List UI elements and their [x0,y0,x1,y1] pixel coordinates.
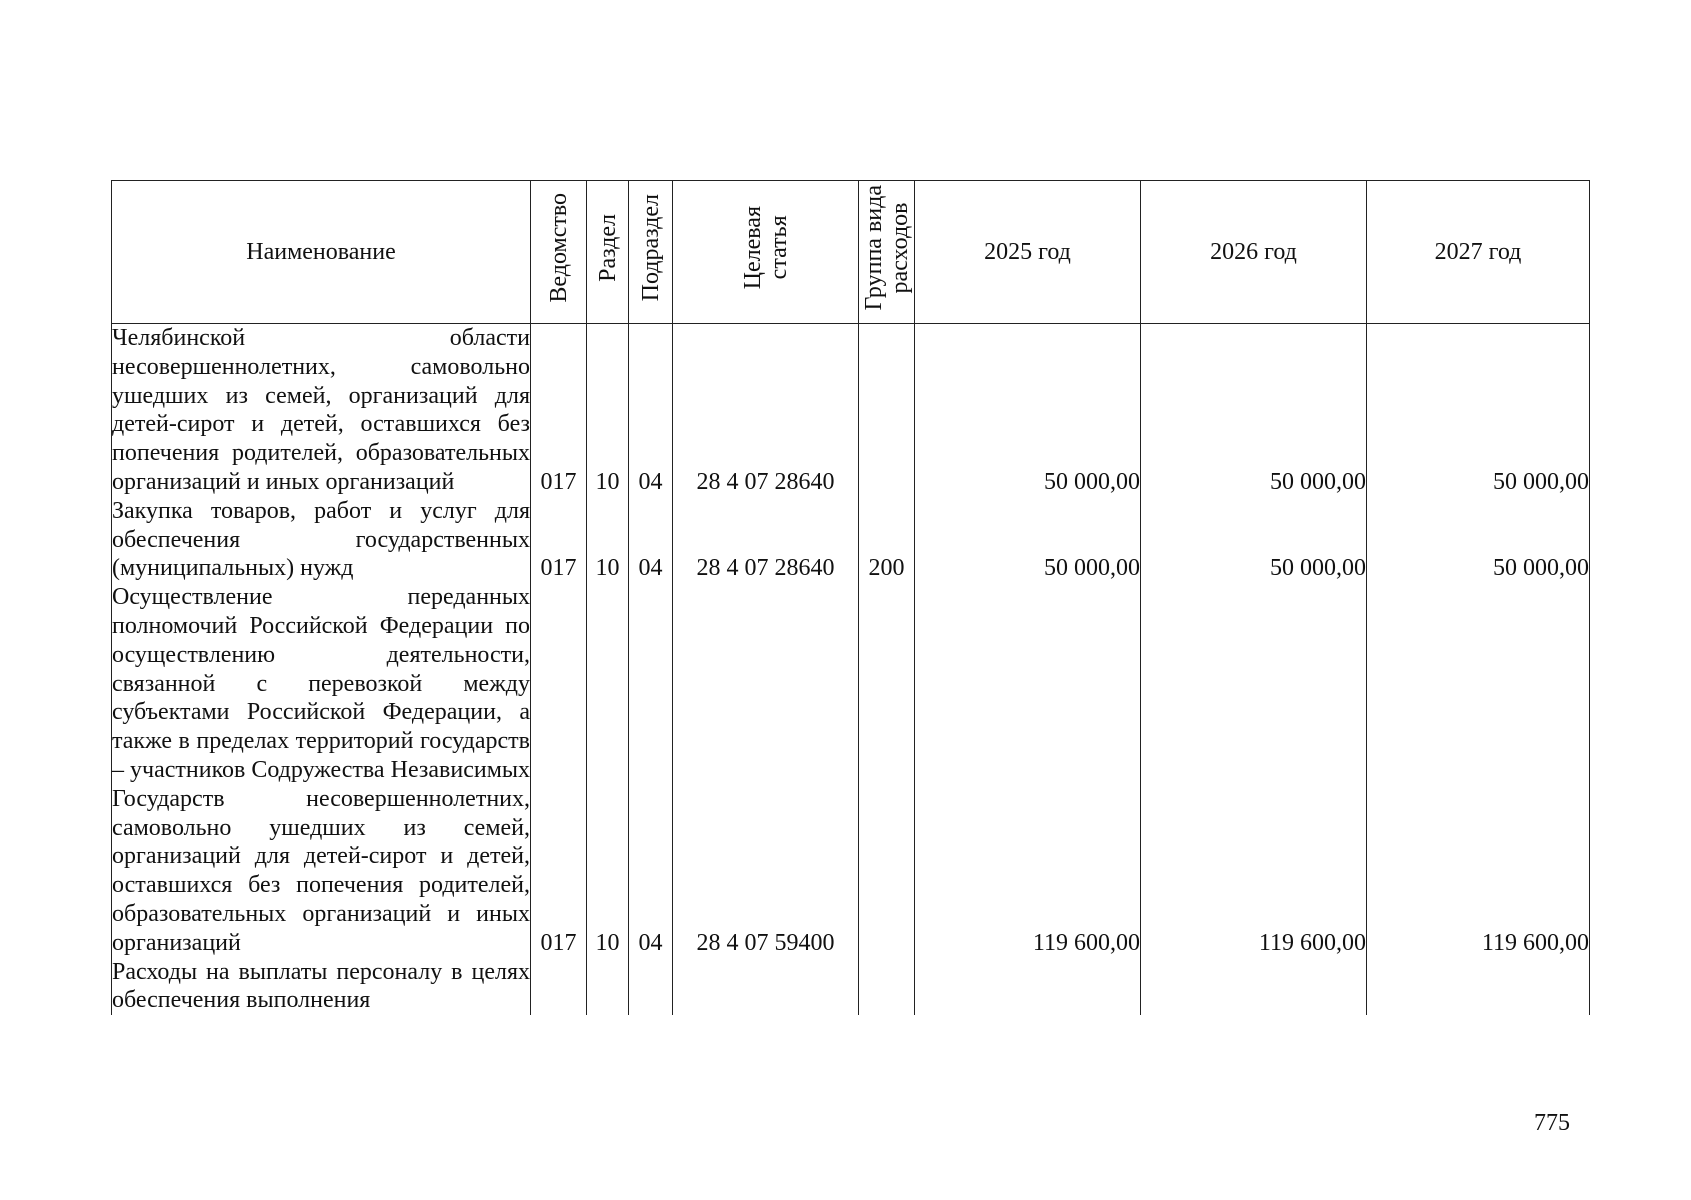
row-name: Челябинской области несовершеннолетних, самовольно ушедших из семей, организаций для детей-сирот и детей, оставшихся без попечения родителей, образовательных организаций и иных организаций [112,325,530,495]
header-subsection [629,181,673,324]
header-section-text: Раздел [594,214,621,283]
row-2027: 50 000,00 [1367,324,1590,497]
header-subsection-text: Подраздел [637,194,664,302]
row-2025: 50 000,00 [915,497,1141,583]
header-group [859,181,915,324]
table-row [112,497,1590,583]
row-subsection: 04 [629,497,673,583]
header-target-line1: Целевая [739,206,766,290]
header-section [587,181,629,324]
header-2026-text: 2026 год [1210,238,1297,265]
header-name-text: Наименование [246,238,396,265]
header-group-text [861,185,913,310]
row-2026: 50 000,00 [1141,497,1367,583]
row-dept: 017 [531,583,587,957]
row-section: 10 [587,497,629,583]
row-dept [531,958,587,1016]
row-subsection: 04 [629,324,673,497]
budget-table [111,180,1590,1015]
header-2025 [915,181,1141,324]
row-2026: 50 000,00 [1141,324,1367,497]
row-name: Расходы на выплаты персоналу в целях обеспечения выполнения [112,958,530,1014]
row-subsection: 04 [629,583,673,957]
row-target: 28 4 07 59400 [673,583,859,957]
header-dept-text: Ведомство [545,193,572,303]
row-dept: 017 [531,324,587,497]
row-group: 200 [859,497,915,583]
row-2025 [915,958,1141,1016]
header-group-line1: Группа вида [860,185,887,311]
header-target-text [740,206,792,289]
row-2027: 119 600,00 [1367,583,1590,957]
row-section: 10 [587,324,629,497]
header-2025-text: 2025 год [984,238,1071,265]
page-number: 775 [1534,1110,1570,1136]
row-group [859,324,915,497]
row-2025: 50 000,00 [915,324,1141,497]
header-target [673,181,859,324]
row-target: 28 4 07 28640 [673,324,859,497]
row-name: Закупка товаров, работ и услуг для обеспечения государственных (муниципальных) нужд [112,497,530,582]
header-2027 [1367,181,1590,324]
row-name: Осуществление переданных полномочий Российской Федерации по осуществлению деятельности, связанной с перевозкой между субъектами Российской Федерации, а также в пределах территорий государств – участников Содружества Независимых Государств несовершеннолетних, самовольно ушедших из семей, организаций для детей-сирот и детей, оставшихся без попечения родителей, образовательных организаций и иных организаций [112,584,530,956]
row-2026: 119 600,00 [1141,583,1367,957]
row-2025: 119 600,00 [915,583,1141,957]
row-target [673,958,859,1016]
table-header-row [112,181,1590,324]
row-subsection [629,958,673,1016]
header-dept [531,181,587,324]
header-target-line2: статья [765,216,792,281]
row-section: 10 [587,583,629,957]
row-dept: 017 [531,497,587,583]
header-2027-text: 2027 год [1434,238,1522,265]
table-row [112,583,1590,957]
header-name [112,181,531,324]
row-2026 [1141,958,1367,1016]
header-2026 [1141,181,1367,324]
row-group [859,958,915,1016]
table-row [112,958,1590,1016]
table-row [112,324,1590,497]
row-group [859,583,915,957]
header-group-line2: расходов [886,202,913,294]
row-section [587,958,629,1016]
row-2027: 50 000,00 [1367,497,1590,583]
row-2027 [1367,958,1590,1016]
row-target: 28 4 07 28640 [673,497,859,583]
